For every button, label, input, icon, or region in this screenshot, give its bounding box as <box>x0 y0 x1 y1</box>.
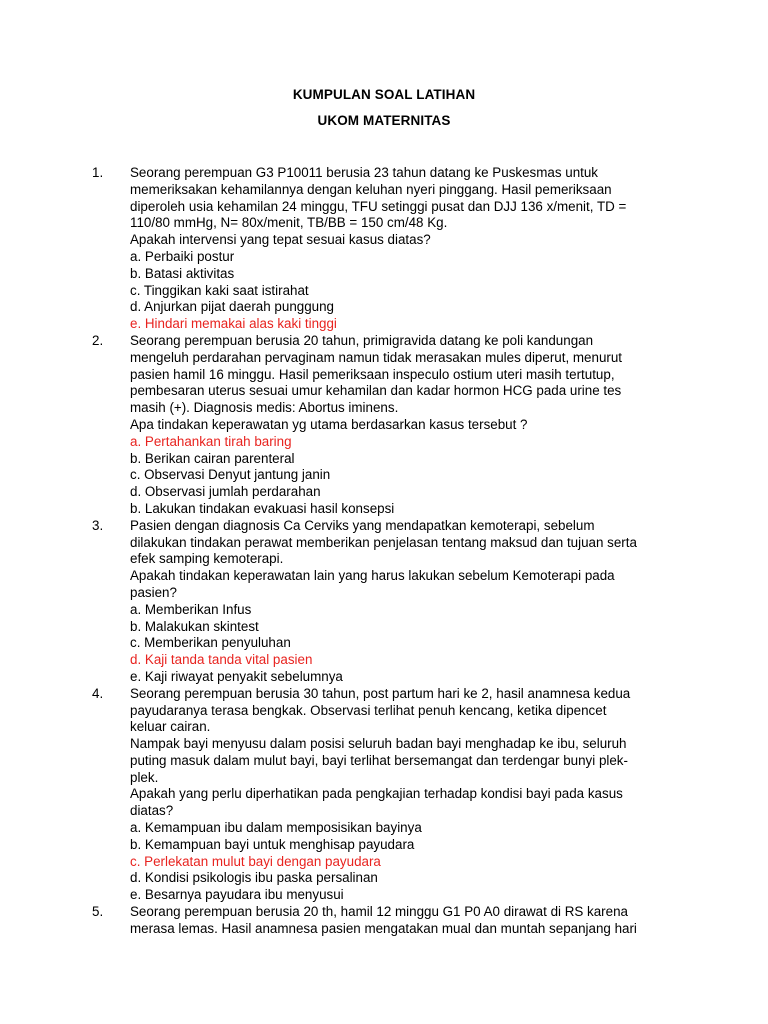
question-item <box>0 165 768 333</box>
answer-option-correct: a. Pertahankan tirah baring <box>130 433 292 449</box>
answer-option: d. Observasi jumlah perdarahan <box>130 484 321 500</box>
question-stem-line: pembesaran uterus sesuai umur kehamilan dan kadar hormon HCG pada urine tes <box>130 383 622 399</box>
question-item <box>0 686 768 904</box>
answer-option: b. Batasi aktivitas <box>130 265 235 281</box>
question-number: 4. <box>92 685 104 701</box>
question-stem-line: Apakah tindakan keperawatan lain yang harus lakukan sebelum Kemoterapi pada <box>130 568 615 584</box>
question-stem-line: Seorang perempuan G3 P10011 berusia 23 tahun datang ke Puskesmas untuk <box>130 165 598 180</box>
question-stem-line: pasien? <box>130 584 177 600</box>
question-item <box>0 333 768 518</box>
question-item <box>0 904 768 938</box>
question-body <box>130 333 670 518</box>
question-stem-line: diperoleh usia kehamilan 24 minggu, TFU setinggi pusat dan DJJ 136 x/menit, TD = <box>130 198 627 214</box>
question-stem-line: masih (+). Diagnosis medis: Abortus iminens. <box>130 400 399 416</box>
answer-option: a. Memberikan Infus <box>130 601 252 617</box>
answer-option-correct: e. Hindari memakai alas kaki tinggi <box>130 316 337 332</box>
answer-option: a. Kemampuan ibu dalam memposisikan bayinya <box>130 820 422 836</box>
question-number: 1. <box>92 165 104 180</box>
answer-option: b. Malakukan skintest <box>130 618 259 634</box>
answer-option: c. Memberikan penyuluhan <box>130 635 291 651</box>
answer-option: c. Tinggikan kaki saat istirahat <box>130 282 309 298</box>
question-body <box>130 518 670 686</box>
answer-option-correct: c. Perlekatan mulut bayi dengan payudara <box>130 853 381 869</box>
question-number: 2. <box>92 332 104 348</box>
question-stem-line: Seorang perempuan berusia 20 th, hamil 12 minggu G1 P0 A0 dirawat di RS karena <box>130 904 628 920</box>
question-item <box>0 518 768 686</box>
question-stem-line: Apakah yang perlu diperhatikan pada pengkajian terhadap kondisi bayi pada kasus <box>130 786 623 802</box>
answer-option-correct: d. Kaji tanda tanda vital pasien <box>130 652 313 668</box>
question-stem-line: Pasien dengan diagnosis Ca Cerviks yang mendapatkan kemoterapi, sebelum <box>130 517 595 533</box>
answer-option: b. Kemampuan bayi untuk menghisap payudara <box>130 836 415 852</box>
question-list <box>0 165 768 938</box>
question-stem-line: keluar cairan. <box>130 719 211 735</box>
answer-option: b. Berikan cairan parenteral <box>130 450 295 466</box>
question-stem-line: Apa tindakan keperawatan yg utama berdasarkan kasus tersebut ? <box>130 416 528 432</box>
question-stem-line: 110/80 mmHg, N= 80x/menit, TB/BB = 150 cm/48 Kg. <box>130 215 448 231</box>
question-stem-line: Nampak bayi menyusu dalam posisi seluruh badan bayi menghadap ke ibu, seluruh <box>130 736 627 752</box>
question-stem-line: dilakukan tindakan perawat memberikan penjelasan tentang maksud dan tujuan serta <box>130 534 637 550</box>
question-number: 3. <box>92 517 104 533</box>
question-stem-line: Apakah intervensi yang tepat sesuai kasus diatas? <box>130 232 431 248</box>
question-stem-line: payudaranya terasa bengkak. Observasi terlihat penuh kencang, ketika dipencet <box>130 702 607 718</box>
question-stem-line: puting masuk dalam mulut bayi, bayi terlihat bersemangat dan terdengar bunyi plek- <box>130 752 628 768</box>
question-stem-line: efek samping kemoterapi. <box>130 551 284 567</box>
question-stem-line: diatas? <box>130 803 174 819</box>
question-stem-line: Seorang perempuan berusia 20 tahun, primigravida datang ke poli kandungan <box>130 332 594 348</box>
answer-option: a. Perbaiki postur <box>130 248 235 264</box>
question-body <box>130 904 670 938</box>
document-subtitle: UKOM MATERNITAS <box>317 113 451 128</box>
question-stem-line: plek. <box>130 769 159 785</box>
question-body <box>130 165 670 333</box>
question-stem-line: merasa lemas. Hasil anamnesa pasien mengatakan mual dan muntah sepanjang hari <box>130 920 637 936</box>
answer-option: d. Anjurkan pijat daerah punggung <box>130 299 334 315</box>
question-stem-line: Seorang perempuan berusia 30 tahun, post partum hari ke 2, hasil anamnesa kedua <box>130 685 631 701</box>
question-stem-line: memeriksakan kehamilannya dengan keluhan nyeri pinggang. Hasil pemeriksaan <box>130 181 612 197</box>
question-number: 5. <box>92 904 104 920</box>
answer-option: d. Kondisi psikologis ibu paska persalinan <box>130 870 378 886</box>
document-title: KUMPULAN SOAL LATIHAN <box>292 87 476 102</box>
answer-option: e. Besarnya payudara ibu menyusui <box>130 887 344 903</box>
answer-option: c. Observasi Denyut jantung janin <box>130 467 331 483</box>
question-body <box>130 686 670 904</box>
answer-option: e. Kaji riwayat penyakit sebelumnya <box>130 668 343 684</box>
question-stem-line: pasien hamil 16 minggu. Hasil pemeriksaan inspeculo ostium uteri masih tertutup, <box>130 366 615 382</box>
answer-option: b. Lakukan tindakan evakuasi hasil konsepsi <box>130 500 395 516</box>
question-stem-line: mengeluh perdarahan pervaginam namun tidak merasakan mules diperut, menurut <box>130 349 623 365</box>
